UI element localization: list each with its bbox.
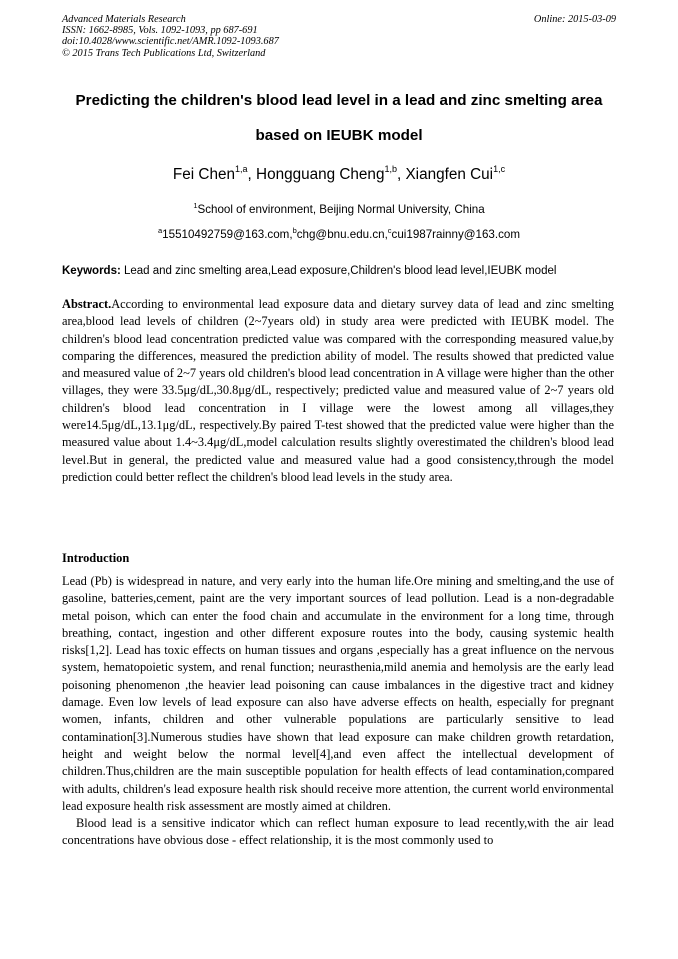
journal-header: [62, 14, 616, 59]
introduction-body: [62, 573, 614, 850]
paper-title-line-2: based on IEUBK model: [255, 127, 423, 144]
abstract-text: According to environmental lead exposure data and dietary survey data of lead and zinc smelting area,blood lead levels of children (2~7years old) in study area were predicted with IEUBK model. The children's blood lead concentration predicted value was compared with the corresponding measured value,by comparing the differences, measured the prediction ability of model. The results showed that predicted value and measured value of 2~7 years old children's blood lead concentration in A village were higher than the other villages, they were 33.5μg/dL,30.8μg/dL, respectively; predicted value and measured value of 2~7 years old children's blood lead concentration in I village were the lowest among all villages,they were14.5μg/dL,13.1μg/dL, respectively.By paired T-test showed that the predicted value were higher than the measured value about 1.4~3.4μg/dL,model calculation results slightly overestimated the children's blood lead level.But in general, the predicted value and measured value had a good consistency,through the model prediction could better reflect the children's blood lead levels in the study area.: [62, 297, 614, 484]
issn-line: ISSN: 1662-8985, Vols. 1092-1093, pp 687-691: [62, 25, 258, 37]
email-list: [40, 228, 638, 241]
author-superscript: 1,c: [493, 164, 506, 174]
author-superscript: 1,a: [235, 164, 248, 174]
keywords-text: Lead and zinc smelting area,Lead exposure,Children's blood lead level,IEUBK model: [120, 265, 557, 277]
email-link[interactable]: 15510492759@163.com,: [162, 228, 293, 241]
introduction-paragraph-2: Blood lead is a sensitive indicator which can reflect human exposure to lead recently,with the air lead concentrations have obvious dose - effect relationship, it is the most commonly used to: [62, 816, 614, 848]
author-list: [40, 166, 638, 184]
introduction-heading: Introduction: [62, 551, 130, 565]
email-link[interactable]: chg@bnu.edu.cn,: [296, 228, 388, 241]
copyright-line: © 2015 Trans Tech Publications Ltd, Switzerland: [62, 47, 266, 59]
affiliation: [40, 203, 638, 216]
author-separator: ,: [247, 166, 257, 183]
affiliation-superscript: 1: [193, 201, 198, 210]
journal-name: Advanced Materials Research: [62, 14, 186, 25]
author-name: Hongguang Cheng: [256, 166, 385, 183]
email-link[interactable]: cui1987rainny@163.com: [391, 228, 520, 241]
affiliation-text: School of environment, Beijing Normal University, China: [197, 203, 485, 216]
abstract: [62, 296, 614, 486]
paper-title-line-1: Predicting the children's blood lead level in a lead and zinc smelting area: [75, 92, 603, 109]
email-superscript: a: [158, 226, 163, 235]
email-superscript: b: [292, 226, 297, 235]
introduction-paragraph-1: Lead (Pb) is widespread in nature, and very early into the human life.Ore mining and smelting,and the use of gasoline, batteries,cement, paint are the very important sources of lead pollution. Lead is a non-degradable metal poison, which can enter the food chain and accumulate in the environment for a long time, through breathing, contact, ingestion and other different exposure routes into the body, causing systemic health risks[1,2]. Lead has toxic effects on human tissues and organs ,especially has a great influence on the nervous system, hematopoietic system, and renal function; neurasthenia,mild anemia and hemolysis are the early lead poisoning phenomenon ,the heavier lead poisoning can cause imbalances in the digestive tract and kidney damage. Even low levels of lead exposure can also have adverse effects on health, especially for pregnant women, infants, children and other vulnerable populations are particularly sensitive to lead contamination[3].Numerous studies have shown that lead exposure can make children growth retardation, height and weight below the normal level[4],and even affect the intellectual development of children.Thus,children are the main susceptible population for health effects of lead contamination,compared with adults, children's lead exposure health risk should receive more attention, the current world environmental lead exposure health risk assessment are mostly aimed at children.: [62, 574, 614, 813]
keywords-label: Keywords:: [62, 265, 121, 277]
doi-line: doi:10.4028/www.scientific.net/AMR.1092-1093.687: [62, 36, 279, 48]
author-name: Fei Chen: [172, 166, 235, 183]
email-superscript: c: [387, 226, 392, 235]
keywords: [62, 265, 622, 277]
abstract-label: Abstract.: [62, 297, 112, 311]
author-name: Xiangfen Cui: [405, 166, 494, 183]
author-separator: ,: [396, 166, 406, 183]
online-date: Online: 2015-03-09: [533, 14, 616, 25]
author-superscript: 1,b: [384, 164, 397, 174]
